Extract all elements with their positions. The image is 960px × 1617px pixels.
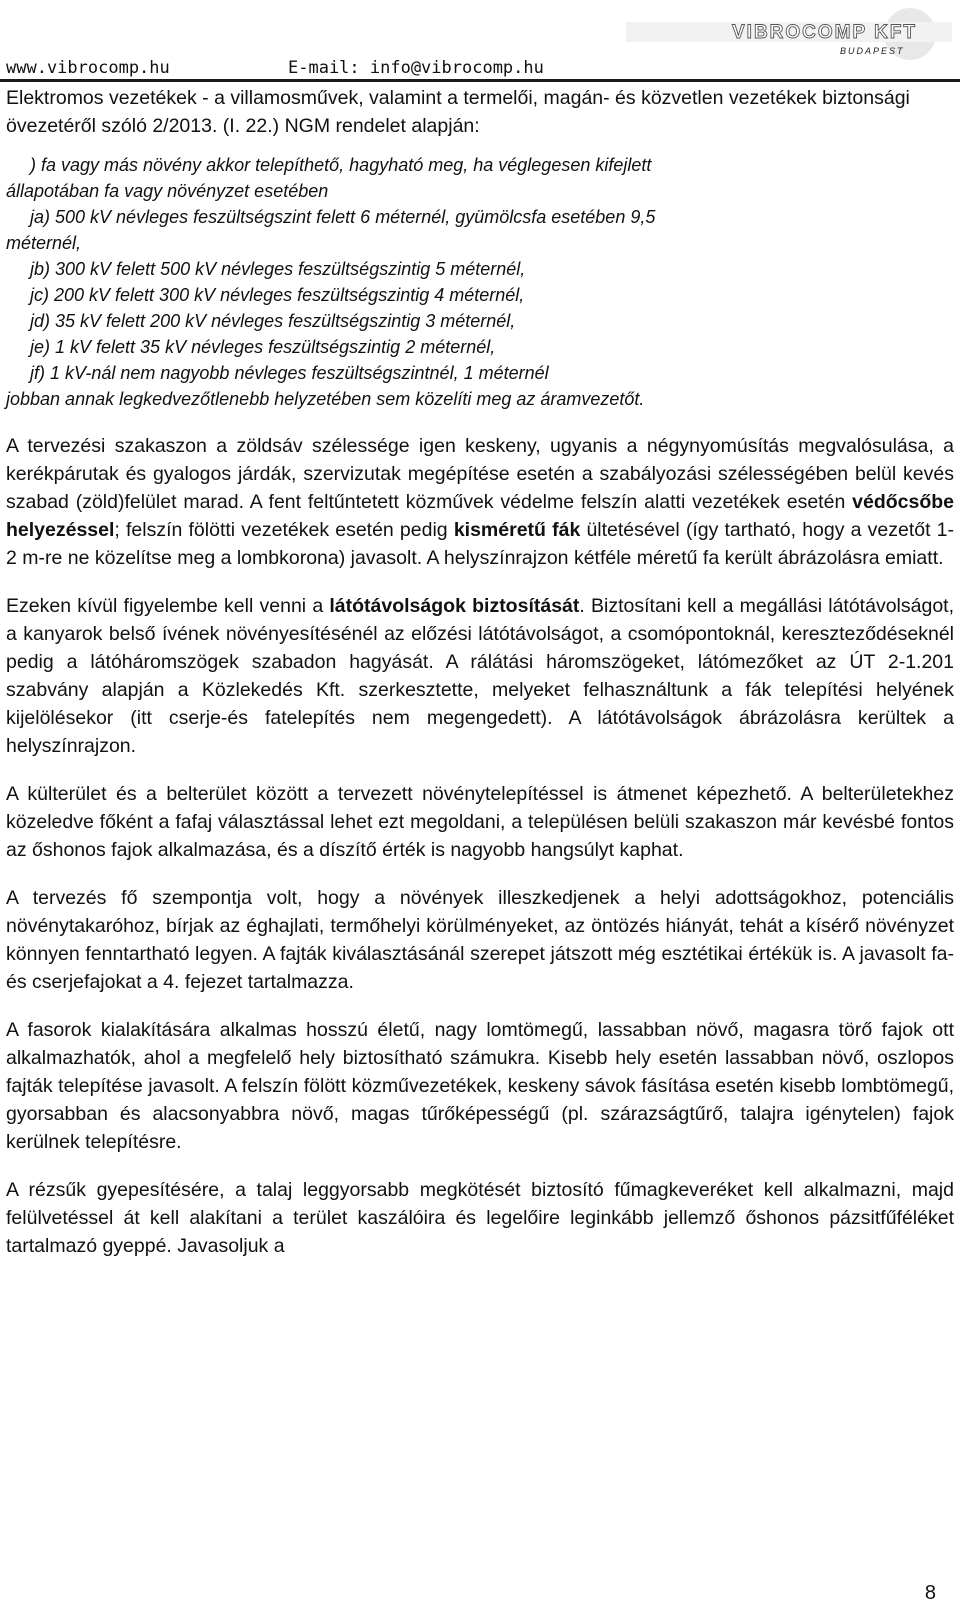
vibrocomp-logo: [622, 4, 952, 68]
decree-item-ja-cont: méternél,: [6, 233, 82, 253]
decree-item-je: je) 1 kV felett 35 kV névleges feszültségszintig 2 méternél,: [30, 337, 496, 357]
paragraph-slopes: A rézsűk gyepesítésére, a talaj leggyorsabb megkötését biztosító fűmagkeveréket kell alkalmazni, majd felülvetéssel át kell alakítani a terület kaszálóira és legelőire leginkább jellemző őshonos pázsitfűféléket tartalmazó gyeppé. Javasoljuk a: [6, 1179, 954, 1257]
text-run: . Biztosítani kell a megállási látótávolságot, a kanyarok belső ívének növényesítésénél az előzési látótávolságot, a csomópontoknál, kereszteződéseknél pedig a látóháromszögek szabadon hagyását. A rálátási háromszögeket, látómezőket az ÚT 2-1.201 szabvány alapján a Közlekedés Kft. szerkesztette, melyeket felhasználtunk a fák telepítési helyének kijelölésekor (itt cserje-és fatelepítés nem megengedett). A látótávolságok ábrázolásra kerültek a helyszínrajzon.: [6, 595, 954, 757]
website-link[interactable]: www.vibrocomp.hu: [6, 58, 170, 78]
paragraph-transition: A külterület és a belterület között a tervezett növénytelepítéssel is átmenet képezhető. A belterületekhez közeledve főként a fafaj választással lehet ezt megoldani, a településen belüli szakaszon már kevésbé fontos az őshonos fajok alkalmazása, és a díszítő érték is nagyobb hangsúlyt kaphat.: [6, 783, 954, 861]
text-run: Ezeken kívül figyelembe kell venni a: [6, 595, 330, 617]
page-number: 8: [924, 1582, 936, 1604]
paragraph-tree-rows: A fasorok kialakítására alkalmas hosszú életű, nagy lomtömegű, lassabban növő, magasra törő fajok ott alkalmazhatók, ahol a megfelelő hely biztosítható számukra. Kisebb hely esetén lassabban növő, oszlopos fajták telepítése javasolt. A felszín fölött közművezetékek, keskeny sávok fásítása esetén kisebb lombtömegű, gyorsabban és alacsonyabbra növő, magas tűrőképességű (pl. szárazságtűrő, talajra igénytelen) fajok kerülnek telepítésre.: [6, 1019, 954, 1153]
bold-text: látótávolságok biztosítását: [329, 595, 580, 617]
decree-item-jc: jc) 200 kV felett 300 kV névleges feszültségszintig 4 méternél,: [30, 285, 525, 305]
paragraph-visibility: [6, 592, 954, 760]
text-run: ültetésével (így tartható, hogy a vezetőt 1-2 m-re ne közelítse meg a lombkorona) javasolt. A helyszínrajzon kétféle méretű fa került ábrázolásra emiatt.: [6, 519, 955, 569]
document-body: [6, 84, 954, 1260]
decree-item-jf: jf) 1 kV-nál nem nagyobb névleges feszültségszintnél, 1 méternél: [30, 363, 549, 383]
decree-line: jobban annak legkedvezőtlenebb helyzetében sem közelíti meg az áramvezetőt.: [6, 389, 645, 409]
paragraph-design-goal: A tervezés fő szempontja volt, hogy a növények illeszkedjenek a helyi adottságokhoz, potenciális növénytakaróhoz, bírjak az éghajlati, termőhelyi körülményeket, az öntözés hiányát, tehát a kísérő növényzet könnyen fenntartható legyen. A fajták kiválasztásánál szerepet játszott még esztétikai értékük is. A javasolt fa-és cserjefajokat a 4. fejezet tartalmazza.: [6, 887, 954, 993]
decree-line: ) fa vagy más növény akkor telepíthető, hagyható meg, ha véglegesen kifejlett: [30, 155, 652, 175]
header-divider: [0, 79, 960, 82]
intro-paragraph: Elektromos vezetékek - a villamosművek, valamint a termelői, magán- és közvetlen vezetékek biztonsági övezetéről szóló 2/2013. (I. 22.) NGM rendelet alapján:: [6, 87, 910, 137]
text-run: ; felszín fölötti vezetékek esetén pedig: [114, 519, 454, 541]
logo-name: VIBROCOMP KFT: [732, 22, 918, 43]
page-header: [0, 0, 960, 80]
bold-text: védőcsőbe helyezéssel: [6, 491, 954, 541]
decree-item-jb: jb) 300 kV felett 500 kV névleges feszültségszintig 5 méternél,: [30, 259, 526, 279]
text-run: A tervezési szakaszon a zöldsáv szélessége igen keskeny, ugyanis a négynyomúsítás megvalósulása, a kerékpárutak és gyalogos járdák, szervizutak megépítése esetén a szabályozási szélességében belül kevés szabad (zöld)felület marad. A fent feltűntetett közművek védelme felszín alatti vezetékek esetén: [6, 435, 954, 513]
logo-city: BUDAPEST: [840, 46, 905, 56]
decree-line: állapotában fa vagy növényzet esetében: [6, 181, 329, 201]
bold-text: kisméretű fák: [453, 519, 581, 541]
header-contact: [6, 58, 544, 78]
decree-item-ja: ja) 500 kV névleges feszültségszint felett 6 méternél, gyümölcsfa esetében 9,5: [30, 207, 656, 227]
decree-quote: [6, 152, 954, 412]
paragraph-greenbelt: [6, 432, 954, 572]
decree-item-jd: jd) 35 kV felett 200 kV névleges feszültségszintig 3 méternél,: [30, 311, 516, 331]
email-link[interactable]: E-mail: info@vibrocomp.hu: [288, 58, 544, 78]
